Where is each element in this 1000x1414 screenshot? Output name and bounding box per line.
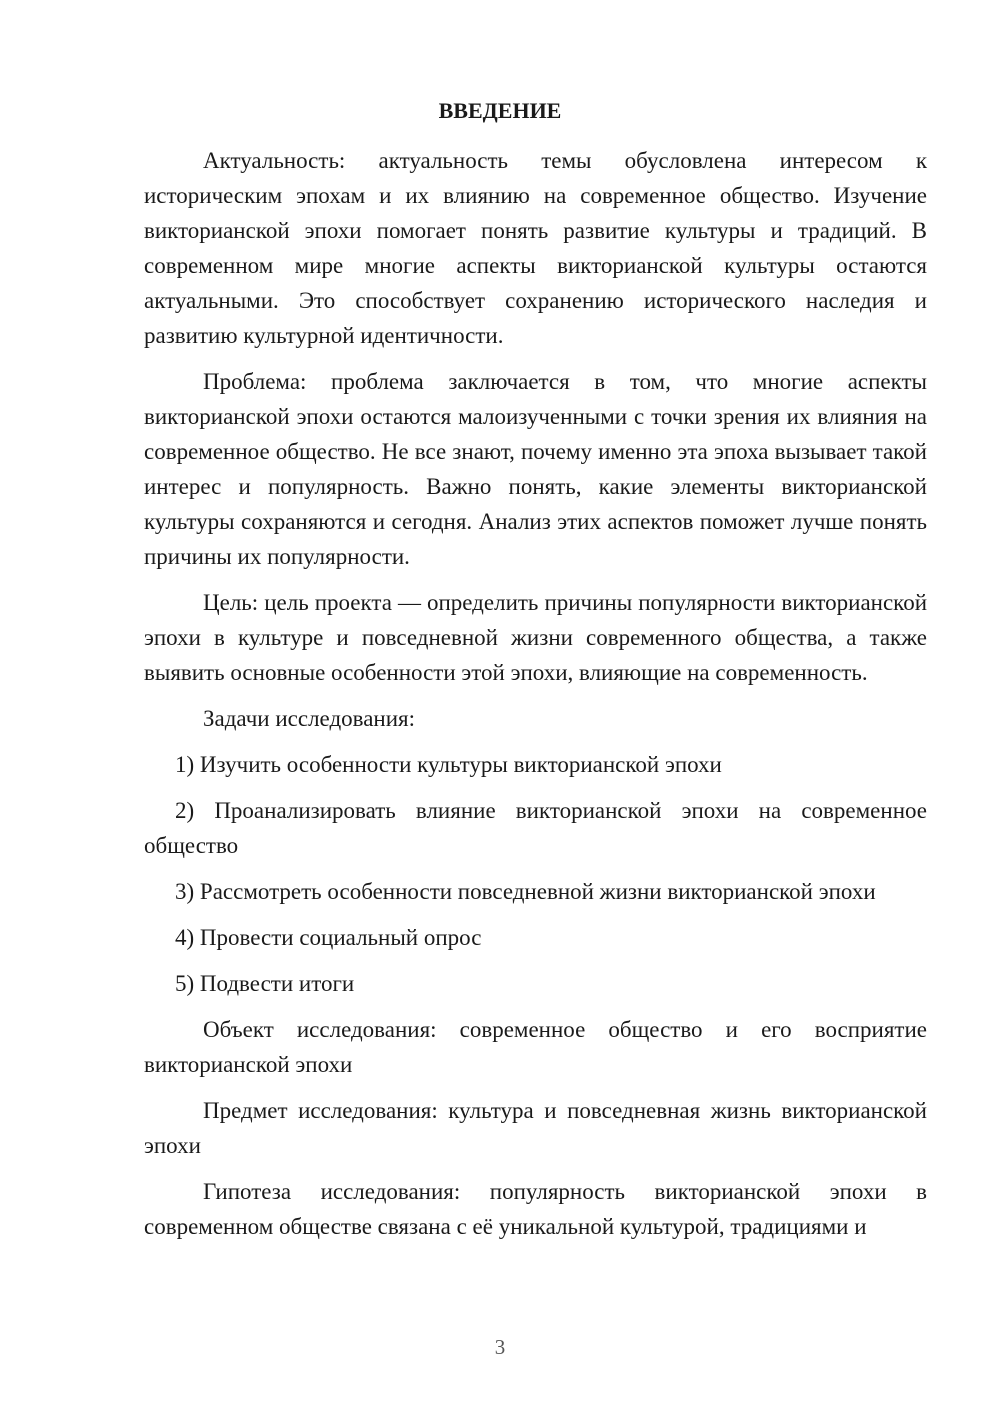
paragraph-hypothesis: Гипотеза исследования: популярность викторианской эпохи в современном обществе связана с её уникальной культурой, традициями и — [144, 1179, 927, 1239]
document-body — [144, 143, 927, 1255]
paragraph-relevance: Актуальность: актуальность темы обусловлена интересом к историческим эпохам и их влиянию на современное общество. Изучение викторианской эпохи помогает понять развитие культуры и традиций. В современном мире многие аспекты викторианской культуры остаются актуальными. Это способствует сохранению исторического наследия и развитию культурной идентичности. — [144, 148, 927, 348]
paragraph-subject: Предмет исследования: культура и повседневная жизнь викторианской эпохи — [144, 1098, 927, 1158]
task-item-3: 3) Рассмотреть особенности повседневной жизни викторианской эпохи — [175, 879, 876, 904]
task-item-5: 5) Подвести итоги — [175, 971, 355, 996]
paragraph-goal: Цель: цель проекта — определить причины популярности викторианской эпохи в культуре и повседневной жизни современного общества, а также выявить основные особенности этой эпохи, влияющие на современность. — [144, 590, 927, 685]
paragraph-problem: Проблема: проблема заключается в том, что многие аспекты викторианской эпохи остаются малоизученными с точки зрения их влияния на современное общество. Не все знают, почему именно эта эпоха вызывает такой интерес и популярность. Важно понять, какие элементы викторианской культуры сохраняются и сегодня. Анализ этих аспектов поможет лучше понять причины их популярности. — [144, 369, 927, 569]
task-item-2: 2) Проанализировать влияние викторианской эпохи на современное общество — [144, 798, 927, 858]
task-item-4: 4) Провести социальный опрос — [175, 925, 482, 950]
page-number: 3 — [494, 1335, 506, 1359]
task-item-1: 1) Изучить особенности культуры викторианской эпохи — [175, 752, 722, 777]
paragraph-object: Объект исследования: современное общество и его восприятие викторианской эпохи — [144, 1017, 927, 1077]
section-heading: ВВЕДЕНИЕ — [438, 98, 562, 123]
tasks-heading: Задачи исследования: — [203, 706, 416, 731]
